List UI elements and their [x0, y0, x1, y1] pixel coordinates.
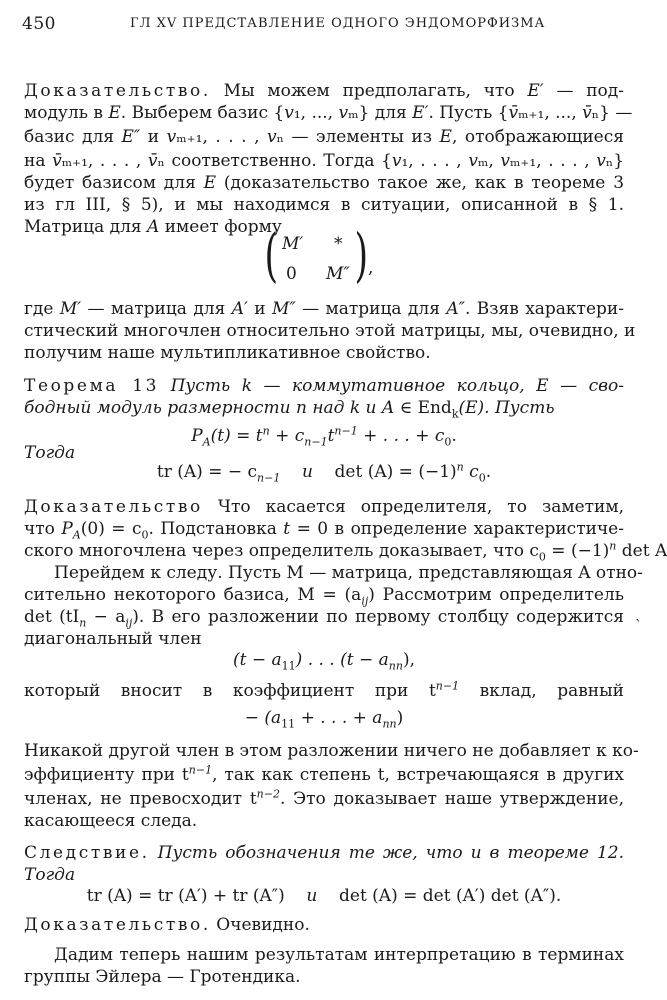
- theorem-then: Тогда: [24, 443, 76, 463]
- corollary-label: Следствие.: [24, 843, 150, 863]
- proof2-line-10: эффициенту при $t^{n-1}$, так как степень t, встречающаяся в других: [24, 763, 624, 785]
- page-header: [22, 14, 622, 38]
- proof2-label: Доказательство: [24, 497, 203, 517]
- proof1-line-6: из гл III, § 5), и мы находимся в ситуации, описанной в § 1.: [24, 195, 624, 215]
- proof2-line-7: диагональный член: [24, 629, 202, 649]
- matrix-cell-22: M″: [326, 264, 350, 284]
- corollary-line-1: Следствие. Пусть обозначения те же, что и в теореме 12.: [24, 843, 624, 863]
- running-title: ГЛ XV ПРЕДСТАВЛЕНИЕ ОДНОГО ЭНДОМОРФИЗМА: [130, 16, 546, 31]
- proof2-line-6: $\det (tI_n - a_{ij})$. В его разложении по первому столбцу содержится: [24, 607, 624, 630]
- page-number: 450: [22, 14, 56, 34]
- trace-coefficient: − ($a_{11}$ + . . . + $a_{nn}$): [244, 708, 404, 731]
- theorem-label: Теорема 13: [24, 376, 160, 396]
- theorem-line-1: Теорема 13 Пусть k — коммутативное кольцо, E — сво-: [24, 376, 624, 396]
- block-matrix: ( M′ * 0 M″ ) ,: [264, 221, 374, 289]
- closing-line-1: Дадим теперь нашим результатам интерпретацию в терминах: [54, 945, 624, 965]
- proof2-line-3: ского многочлена через определитель доказывает, что $c_0 = (-1)^n$ det A: [24, 539, 667, 564]
- proof2-line-12: касающееся следа.: [24, 811, 198, 831]
- theorem-line-2: бодный модуль размерности n над k и A ∈ End$_k$(E). Пусть: [24, 398, 555, 421]
- corollary-equation: tr (A) = tr (A′) + tr (A″) и det (A) = det (A′) det (A″).: [86, 886, 562, 906]
- after-matrix-line-3: получим наше мультипликативное свойство.: [24, 343, 431, 363]
- left-paren: (: [264, 221, 279, 289]
- matrix-cell-12: *: [334, 234, 343, 254]
- matrix-cell-21: 0: [286, 264, 297, 284]
- diagonal-term: $(t - a_{11})$ . . . $(t - a_{nn})$,: [233, 650, 415, 673]
- proof2-line-4: Перейдем к следу. Пусть M — матрица, представляющая A отно-: [54, 563, 643, 583]
- char-poly-equation: $P_A(t) = t^n + c_{n-1}t^{n-1}$ + . . . + $c_0$.: [191, 424, 457, 449]
- proof2-line-9: Никакой другой член в этом разложении ничего не добавляет к ко-: [24, 741, 639, 761]
- proof1-line-4: на v̄ₘ₊₁, . . . , v̄ₙ соответственно. Тогда {v₁, . . . , vₘ, vₘ₊₁, . . . , vₙ}: [24, 151, 625, 171]
- after-matrix-line-2: стический многочлен относительно этой матрицы, мы, очевидно, и: [24, 321, 636, 341]
- proof2-line-1: Доказательство Что касается определителя, то заметим,: [24, 497, 624, 517]
- proof3-label: Доказательство.: [24, 915, 211, 935]
- closing-line-2: группы Эйлера — Гротендика.: [24, 967, 301, 987]
- right-paren: ): [354, 221, 369, 289]
- margin-mark: ˋ: [635, 618, 642, 634]
- matrix-cell-11: M′: [282, 234, 304, 254]
- proof2-line-8: который вносит в коэффициент при $t^{n-1}$ вклад, равный: [24, 679, 624, 701]
- proof1-line-2: модуль в E. Выберем базис {v₁, ..., vₘ} для E′. Пусть {v̄ₘ₊₁, ..., v̄ₙ} —: [24, 103, 633, 123]
- proof1-line-5: будет базисом для E (доказательство такое же, как в теореме 3: [24, 173, 625, 193]
- proof1-line-7: Матрица для A имеет форму: [24, 217, 282, 237]
- after-matrix-line-1: где M′ — матрица для A′ и M″ — матрица для A″. Взяв характери-: [24, 299, 624, 319]
- corollary-then: Тогда: [24, 865, 76, 885]
- proof1-line-1: Доказательство. Мы можем предполагать, что E′ — под-: [24, 81, 625, 101]
- trace-det-equation: tr (A) = − $c_{n-1}$ и $\det (A) = (-1)^n$ $c_0$.: [156, 460, 492, 485]
- proof2-line-11: членах, не превосходит $t^{n-2}$. Это доказывает наше утверждение,: [24, 787, 624, 809]
- proof2-line-5: сительно некоторого базиса, $M = (a_{ij})$ Рассмотрим определитель: [24, 585, 624, 608]
- proof3-line: Доказательство. Очевидно.: [24, 915, 310, 935]
- proof1-line-3: базис для E″ и vₘ₊₁, . . . , vₙ — элементы из E, отображающиеся: [24, 127, 624, 147]
- proof2-line-2: что $P_A(0) = c_0$. Подстановка t = 0 в определение характеристиче-: [24, 519, 624, 542]
